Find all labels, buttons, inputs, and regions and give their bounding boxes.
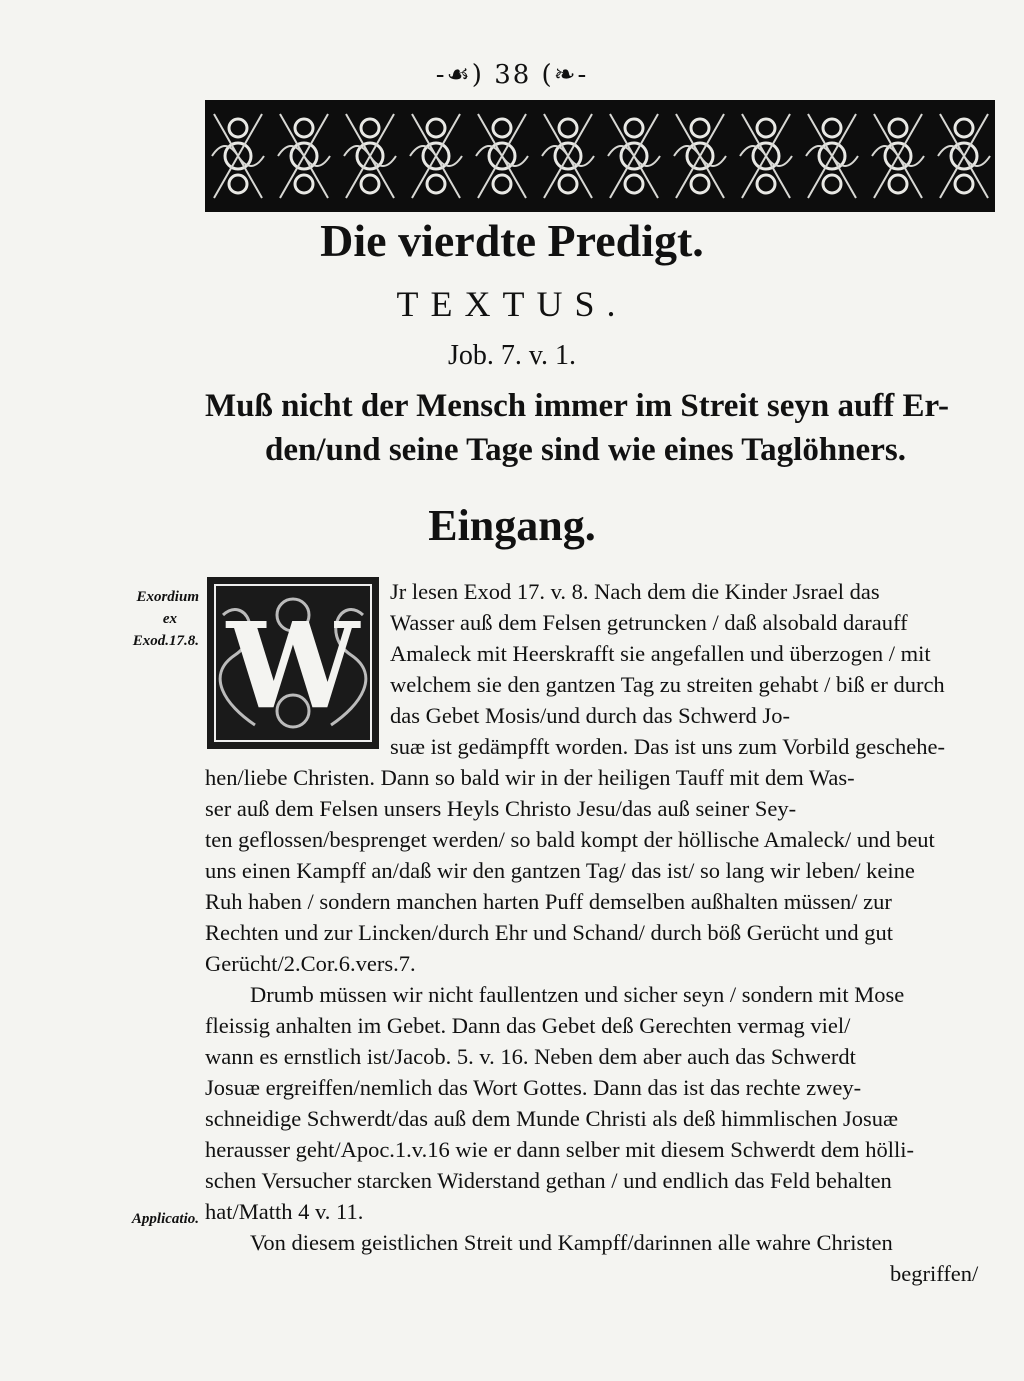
body-line: Josuæ ergreiffen/nemlich das Wort Gottes. Dann das ist das rechte zwey- — [205, 1075, 862, 1100]
ornamental-band — [205, 100, 995, 212]
body-line: uns einen Kampff an/daß wir den gantzen Tag/ das ist/ so lang wir leben/ keine — [205, 858, 915, 883]
decorated-initial — [205, 575, 381, 751]
body-line: begriffen/ — [890, 1261, 979, 1286]
body-line: herausser geht/Apoc.1.v.16 wie er dann selber mit diesem Schwerdt dem hölli- — [205, 1137, 914, 1162]
body-line: wann es ernstlich ist/Jacob. 5. v. 16. Neben dem aber auch das Schwerdt — [205, 1044, 856, 1069]
body-line: hat/Matth 4 v. 11. — [205, 1199, 364, 1224]
verse-line: Muß nicht der Mensch immer im Streit seyn auff Er- — [205, 388, 949, 424]
section-heading: Eingang. — [428, 501, 596, 550]
body-line: schneidige Schwerdt/das auß dem Munde Christi als deß himmlischen Josuæ — [205, 1106, 899, 1131]
sermon-title: Die vierdte Predigt. — [320, 215, 704, 266]
page-number: -☙) 38 (❧- — [435, 60, 589, 90]
body-line: Jr lesen Exod 17. v. 8. Nach dem die Kinder Jsrael das — [390, 579, 880, 604]
drop-cap-letter: W — [226, 596, 360, 735]
body-line: Gerücht/2.Cor.6.vers.7. — [205, 951, 416, 976]
textus-heading: TEXTUS. — [396, 284, 628, 324]
margin-note-exordium — [84, 586, 199, 652]
body-line: Amaleck mit Heerskrafft sie angefallen und überzogen / mit — [390, 641, 931, 666]
body-line: Drumb müssen wir nicht faullentzen und sicher seyn / sondern mit Mose — [250, 982, 905, 1007]
body-line: ser auß dem Felsen unsers Heyls Christo Jesu/das auß seiner Sey- — [205, 796, 797, 821]
body-line: Rechten und zur Lincken/durch Ehr und Schand/ durch böß Gerücht und gut — [205, 920, 893, 945]
body-line: Von diesem geistlichen Streit und Kampff/darinnen alle wahre Christen — [250, 1230, 893, 1255]
scripture-verse — [205, 384, 995, 472]
margin-note-line: ex — [162, 611, 177, 627]
body-line: schen Versucher starcken Widerstand gethan / und endlich das Feld behalten — [205, 1168, 892, 1193]
verse-line: den/und seine Tage sind wie eines Taglöhners. — [265, 432, 906, 468]
body-line: Ruh haben / sondern manchen harten Puff demselben außhalten müssen/ zur — [205, 889, 892, 914]
margin-note-line: Exod.17.8. — [132, 633, 199, 649]
margin-note-line: Exordium — [136, 589, 199, 605]
body-line: ten geflossen/besprenget werden/ so bald kompt der höllische Amaleck/ und beut — [205, 827, 935, 852]
margin-note-applicatio: Applicatio. — [131, 1211, 199, 1227]
body-line: Wasser auß dem Felsen getruncken / daß alsobald darauff — [390, 610, 908, 635]
body-line: welchem sie den gantzen Tag zu streiten gehabt / biß er durch — [390, 672, 945, 697]
body-line: das Gebet Mosis/und durch das Schwerd Jo- — [390, 703, 790, 728]
scripture-reference: Job. 7. v. 1. — [447, 340, 577, 371]
body-line: suæ ist gedämpfft worden. Das ist uns zum Vorbild geschehe- — [390, 734, 945, 759]
body-line: hen/liebe Christen. Dann so bald wir in der heiligen Tauff mit dem Was- — [205, 765, 855, 790]
body-line: fleissig anhalten im Gebet. Dann das Gebet deß Gerechten vermag viel/ — [205, 1013, 851, 1038]
